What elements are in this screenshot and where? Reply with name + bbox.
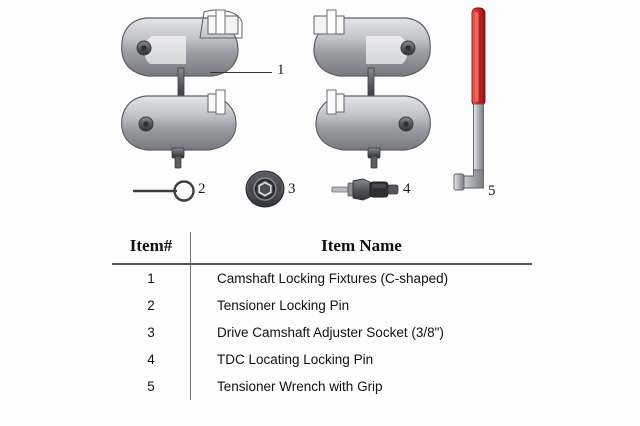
row-number: 1 [112,264,191,292]
header-item-number: Item# [112,232,191,264]
callout-3: 3 [288,181,296,197]
table-head [112,232,532,264]
row-number: 5 [112,373,191,400]
row-number: 3 [112,319,191,346]
callout-2: 2 [198,181,206,197]
row-item-name: Tensioner Wrench with Grip [217,379,383,394]
row-item-name: Drive Camshaft Adjuster Socket (3/8") [217,325,444,340]
table-row [112,346,532,373]
callout-1: 1 [277,62,285,78]
tensioner-wrench-with-grip [452,6,508,202]
row-number: 4 [112,346,191,373]
table-body [112,264,532,400]
camshaft-locking-fixture-left [112,8,252,158]
camshaft-locking-fixture-right [300,8,440,158]
table-row [112,264,532,292]
table-header-row [112,232,532,264]
header-item-name: Item Name [321,236,402,255]
row-item-name: Tensioner Locking Pin [217,298,350,313]
parts-table [112,232,532,400]
table-row [112,373,532,400]
row-number: 2 [112,292,191,319]
table-row [112,319,532,346]
parts-table-wrapper [112,232,532,400]
callout-5: 5 [488,183,496,199]
table-row [112,292,532,319]
tensioner-locking-pin [132,178,200,204]
leader-line-1 [210,72,272,73]
row-item-name: TDC Locating Locking Pin [217,352,374,367]
row-item-name: Camshaft Locking Fixtures (C-shaped) [217,271,449,286]
callout-4: 4 [403,181,411,197]
drive-camshaft-adjuster-socket [243,168,287,210]
tdc-locating-locking-pin [330,172,402,208]
